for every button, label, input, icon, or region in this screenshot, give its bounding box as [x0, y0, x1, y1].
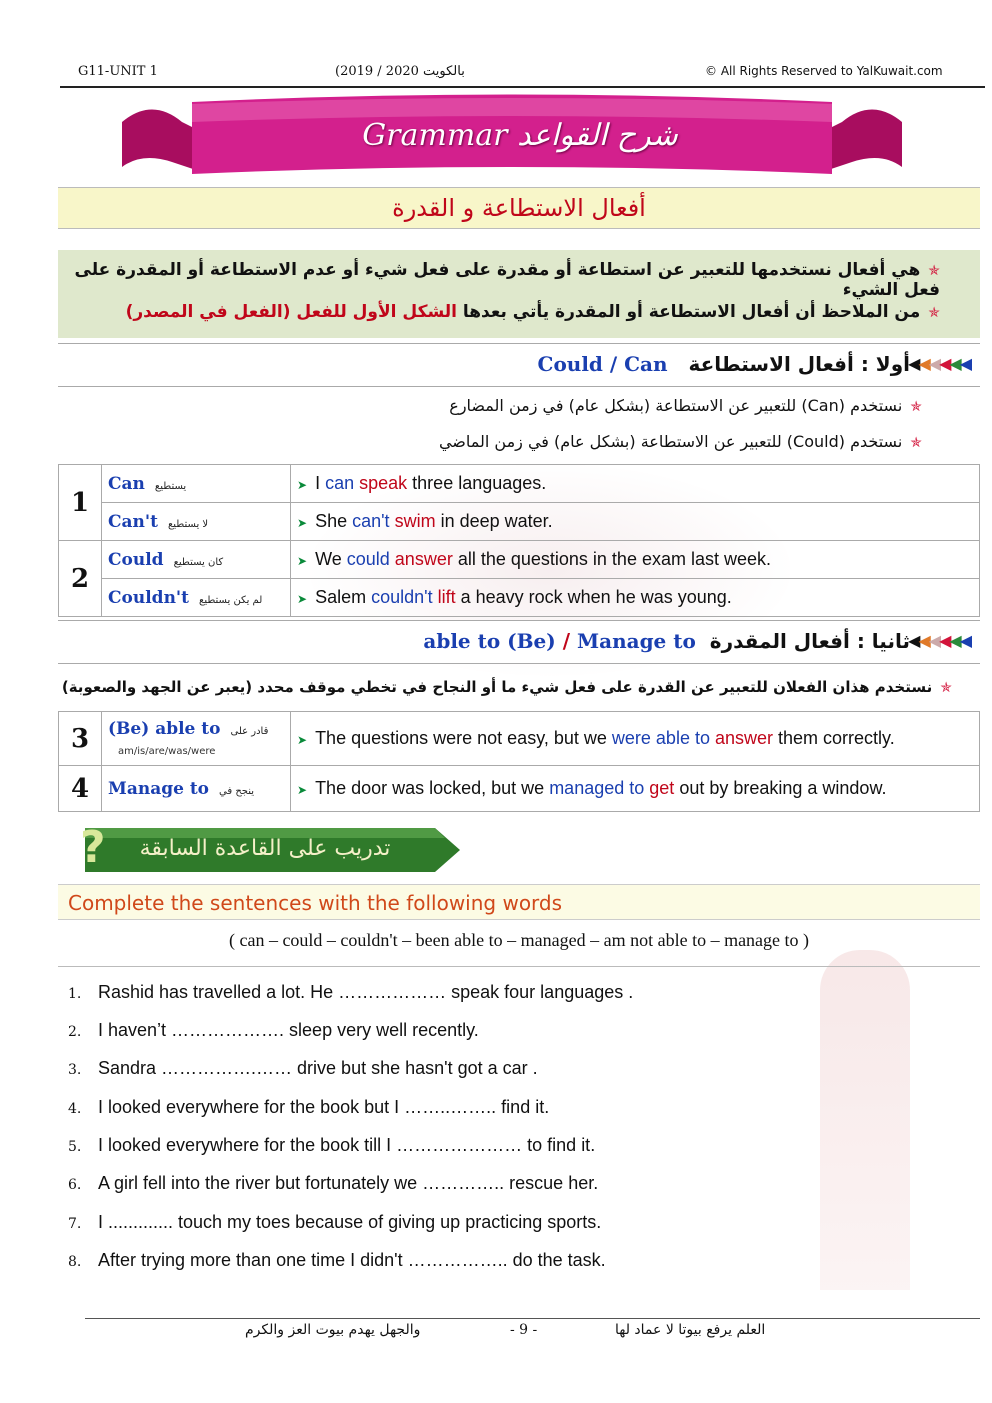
table-row [59, 541, 980, 579]
question-item: 3. Sandra …………….…… drive but she hasn't got a car . [68, 1058, 538, 1078]
star-icon: ✯ [928, 263, 940, 279]
example-cell: ➤ She can't swim in deep water. [291, 503, 980, 541]
question-mark-icon: ? [80, 822, 106, 873]
star-icon: ✯ [910, 399, 922, 415]
table-row [59, 766, 980, 812]
part1-rule-2: ✯نستخدم (Could) للتعبير عن الاستطاعة (بشكل عام) في زمن الماضي [438, 432, 922, 451]
footer-right-text: العلم يرفع بيوتا لا عماد لها [615, 1322, 766, 1338]
part2-heading: ◀◀◀◀◀◀ ثانيا : أفعال المقدرة able to (Be) / Manage to [58, 620, 980, 664]
table-can-could [58, 464, 980, 617]
example-cell: ➤ The door was locked, but we managed to get out by breaking a window. [291, 766, 980, 812]
verb-cell: Manage to ينجح في [102, 766, 291, 812]
star-icon: ✯ [910, 435, 922, 451]
divider [58, 966, 980, 967]
table-row [59, 579, 980, 617]
table-row [59, 465, 980, 503]
table-able-manage [58, 711, 980, 812]
table-row [59, 712, 980, 766]
question-item: 7. I ............. touch my toes because of giving up practicing sports. [68, 1212, 602, 1232]
row-number: 3 [59, 712, 102, 766]
example-cell: ➤ The questions were not easy, but we were able to answer them correctly. [291, 712, 980, 766]
arrows-icon: ◀◀◀◀◀◀ [908, 631, 970, 650]
verb-cell: Couldn't لم يكن يستطيع [102, 579, 291, 617]
example-cell: ➤ I can speak three languages. [291, 465, 980, 503]
question-item: 4. I looked everywhere for the book but I ……..…….. find it. [68, 1097, 550, 1117]
word-bank: ( can – could – couldn't – been able to – managed – am not able to – manage to ) [228, 930, 810, 950]
star-icon: ✯ [940, 680, 952, 696]
arrows-icon: ◀◀◀◀◀◀ [908, 354, 970, 373]
question-item: 6. A girl fell into the river but fortunately we ………….. rescue her. [68, 1173, 599, 1193]
part2-rule: ✯نستخدم هذان الفعلان للتعبير عن القدرة على فعل شيء ما أو النجاح في تخطي موقف محدد (يعبر عن الجهد والصعوبة) [61, 678, 952, 696]
example-cell: ➤ Salem couldn't lift a heavy rock when he was young. [291, 579, 980, 617]
part1-heading: ◀◀◀◀◀◀ أولا : أفعال الاستطاعة Could / Can [58, 343, 980, 387]
verb-cell: Can't لا يستطيع [102, 503, 291, 541]
practice-title: Complete the sentences with the following words [58, 884, 980, 920]
intro-line-2: ✯من الملاحظ أن أفعال الاستطاعة أو المقدرة يأتي بعدها الشكل الأول للفعل (الفعل في المصدر) [125, 302, 940, 322]
header-divider [60, 86, 985, 88]
question-item: 2. I haven’t ………………. sleep very well recently. [68, 1020, 479, 1040]
header-year: (2019 / 2020 بالكويت [335, 64, 465, 79]
question-item: 5. I looked everywhere for the book till I ………………… to find it. [68, 1135, 596, 1155]
verb-cell: Can يستطيع [102, 465, 291, 503]
banner-title: Grammar شرح القواعد [362, 118, 678, 153]
intro-box [58, 250, 980, 338]
intro-line-1: ✯هي أفعال نستخدمها للتعبير عن استطاعة أو مقدرة على فعل شيء أو عدم الاستطاعة أو المقدرة على فعل الشيء [74, 260, 940, 300]
background-tower [820, 950, 910, 1290]
verb-cell: Could كان يستطيع [102, 541, 291, 579]
footer-left-text: والجهل يهدم بيوت العز والكرم [245, 1322, 421, 1338]
example-cell: ➤ We could answer all the questions in the exam last week. [291, 541, 980, 579]
part1-rule-1: ✯نستخدم (Can) للتعبير عن الاستطاعة (بشكل عام) في زمن المضارع [449, 396, 922, 415]
footer-divider [85, 1318, 980, 1319]
verb-cell: (Be) able to قادر على am/is/are/was/were [102, 712, 291, 766]
header-copyright: © All Rights Reserved to YalKuwait.com [705, 64, 943, 78]
practice-banner-text: تدريب على القاعدة السابقة [139, 836, 391, 861]
question-item: 8. After trying more than one time I didn't …………….. do the task. [68, 1250, 606, 1270]
star-icon: ✯ [928, 305, 940, 321]
header-unit: G11-UNIT 1 [78, 64, 158, 79]
section-title: أفعال الاستطاعة و القدرة [58, 187, 980, 229]
question-item: 1. Rashid has travelled a lot. He ……………… speak four languages . [68, 982, 634, 1002]
table-row [59, 503, 980, 541]
page-number: - 9 - [510, 1322, 538, 1338]
row-number: 1 [59, 465, 102, 541]
row-number: 2 [59, 541, 102, 617]
row-number: 4 [59, 766, 102, 812]
